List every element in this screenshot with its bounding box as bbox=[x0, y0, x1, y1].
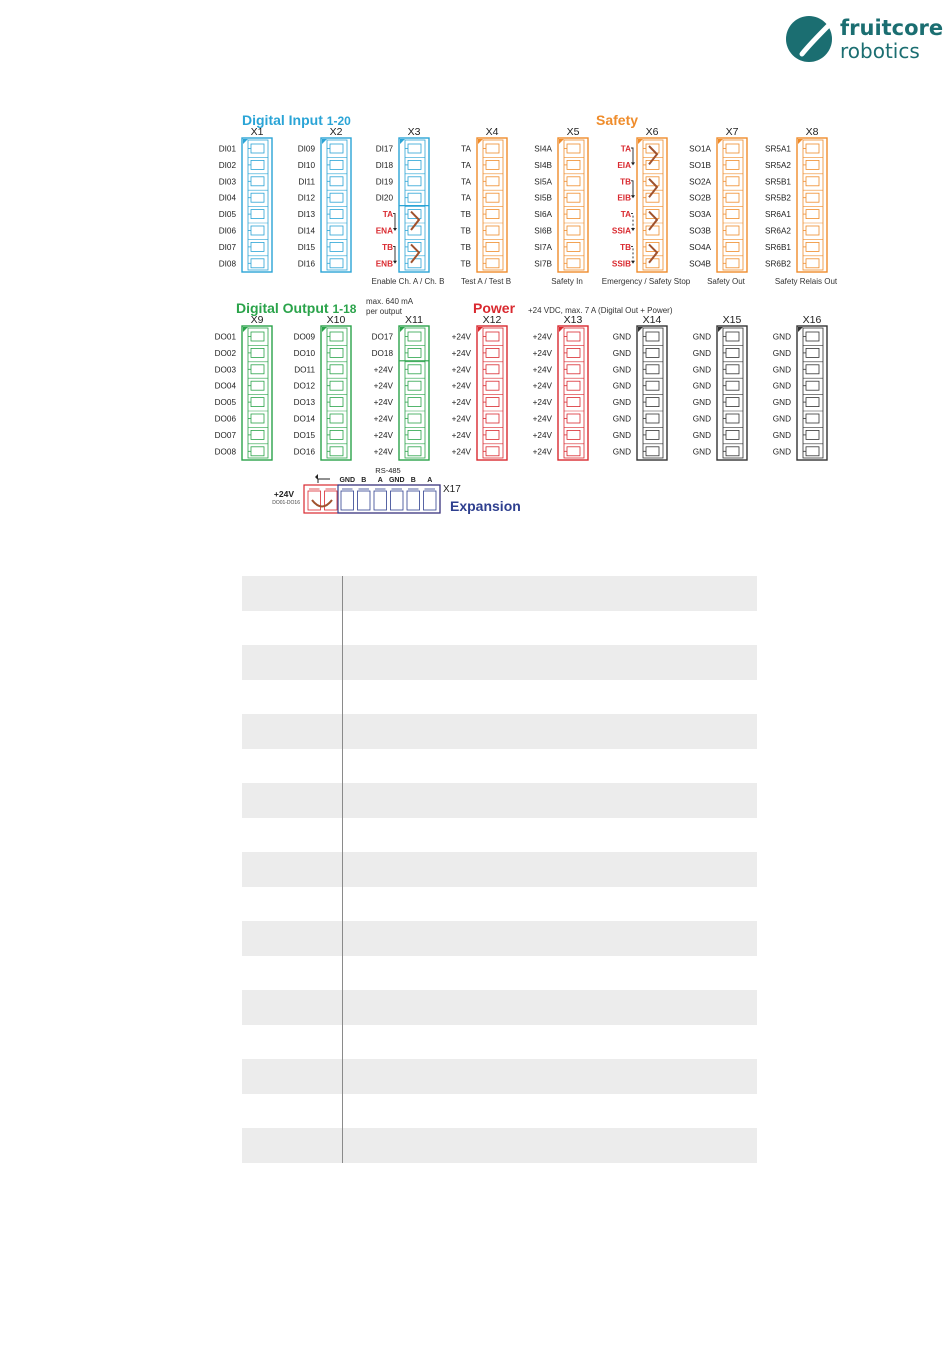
connector-x7 bbox=[689, 126, 747, 286]
pin-label: GND bbox=[772, 398, 791, 408]
pin-label: DI16 bbox=[297, 259, 315, 269]
x17-supply-label: +24V bbox=[273, 489, 294, 499]
connector-caption: Safety In bbox=[551, 277, 583, 286]
pin-label: +24V bbox=[373, 381, 393, 391]
pin-label: TB bbox=[460, 259, 471, 269]
connector-caption: Test A / Test B bbox=[460, 277, 512, 286]
table-cell bbox=[242, 1059, 343, 1094]
pin-label: SO2A bbox=[689, 177, 711, 187]
pin-label: DO11 bbox=[294, 365, 315, 375]
table-row bbox=[242, 749, 757, 784]
table-cell bbox=[343, 1059, 758, 1094]
x17-pin-label: GND bbox=[388, 477, 405, 484]
connector-housing bbox=[637, 326, 667, 460]
connector-x16 bbox=[773, 314, 827, 460]
pin-label: SO4B bbox=[689, 259, 711, 269]
x17-pin-label: B bbox=[410, 477, 416, 484]
table-row bbox=[242, 611, 757, 646]
pin-label: SI5A bbox=[534, 177, 552, 187]
pin-label: SI6B bbox=[534, 226, 552, 236]
pin-label: GND bbox=[612, 398, 631, 408]
table-cell bbox=[242, 576, 343, 611]
x17-expansion-connector bbox=[272, 466, 461, 513]
pin-label: SR5B1 bbox=[765, 177, 791, 187]
pin-label: DI02 bbox=[218, 160, 236, 170]
table-cell bbox=[343, 1094, 758, 1129]
pin-label: DO02 bbox=[214, 348, 236, 358]
pin-label: +24V bbox=[373, 398, 393, 408]
table-cell bbox=[343, 1128, 758, 1163]
jumper-arrow-icon bbox=[393, 228, 397, 231]
table-cell bbox=[242, 714, 343, 749]
pin-label: GND bbox=[692, 365, 711, 375]
safety-title: Safety bbox=[596, 112, 639, 128]
table-cell bbox=[242, 990, 343, 1025]
table-cell bbox=[242, 1025, 343, 1060]
connector-id-label: X2 bbox=[329, 126, 343, 138]
connector-id-label: X12 bbox=[482, 314, 502, 326]
pin-label: SI7B bbox=[534, 259, 552, 269]
table-cell bbox=[343, 645, 758, 680]
connector-x10 bbox=[294, 314, 351, 460]
table-cell bbox=[242, 783, 343, 818]
max-current-note-line2: per output bbox=[366, 307, 403, 316]
max-current-note-line1: max. 640 mA bbox=[366, 297, 414, 306]
connector-x12 bbox=[452, 314, 507, 460]
table-cell bbox=[242, 852, 343, 887]
pin-label: +24V bbox=[532, 365, 552, 375]
connector-caption: Safety Out bbox=[707, 277, 745, 286]
pin-label: DO16 bbox=[293, 447, 315, 457]
connector-x14 bbox=[613, 314, 667, 460]
pin-label: SO4A bbox=[689, 242, 711, 252]
table-cell bbox=[343, 990, 758, 1025]
connector-housing bbox=[797, 138, 827, 272]
pin-label: DI13 bbox=[297, 210, 315, 220]
x17-id-label: X17 bbox=[443, 484, 461, 495]
table-cell bbox=[242, 749, 343, 784]
pin-label: DO12 bbox=[293, 381, 315, 391]
pin-label: GND bbox=[612, 381, 631, 391]
pin-label: +24V bbox=[532, 332, 552, 342]
pin-label: +24V bbox=[451, 414, 471, 424]
table-row bbox=[242, 783, 757, 818]
connector-housing bbox=[477, 138, 507, 272]
x17-pin-label: GND bbox=[339, 477, 356, 484]
pin-label: TB bbox=[620, 177, 631, 187]
connector-x15 bbox=[693, 314, 747, 460]
pin-label: DO01 bbox=[214, 332, 236, 342]
legend-table bbox=[242, 576, 757, 1163]
pin-label: DO08 bbox=[214, 447, 236, 457]
connector-housing bbox=[242, 138, 272, 272]
table-cell bbox=[343, 852, 758, 887]
connector-housing bbox=[242, 326, 272, 460]
power-supply-note: +24 VDC, max. 7 A (Digital Out + Power) bbox=[528, 306, 673, 315]
pin-label: DO06 bbox=[214, 414, 236, 424]
pin-label: GND bbox=[612, 414, 631, 424]
connector-x2 bbox=[298, 126, 351, 272]
pin-label: GND bbox=[772, 381, 791, 391]
pin-label: +24V bbox=[532, 381, 552, 391]
table-cell bbox=[343, 749, 758, 784]
connector-housing bbox=[558, 326, 588, 460]
connector-x1 bbox=[219, 126, 272, 272]
pin-label: DI03 bbox=[218, 177, 236, 187]
table-cell bbox=[242, 956, 343, 991]
digital-input-title-text: Digital Input bbox=[242, 112, 323, 128]
table-cell bbox=[242, 818, 343, 853]
pinout-diagram bbox=[0, 0, 950, 560]
table-cell bbox=[343, 576, 758, 611]
pin-label: +24V bbox=[451, 398, 471, 408]
pin-label: SO3B bbox=[689, 226, 711, 236]
pin-label: TB bbox=[460, 226, 471, 236]
pin-label: +24V bbox=[373, 414, 393, 424]
pin-label: +24V bbox=[532, 447, 552, 457]
connector-id-label: X8 bbox=[805, 126, 819, 138]
pin-label: SR6A1 bbox=[765, 210, 791, 220]
pin-label: DO04 bbox=[214, 381, 236, 391]
pin-label: DI19 bbox=[375, 177, 393, 187]
table-cell bbox=[343, 714, 758, 749]
connectors-layer bbox=[215, 126, 838, 460]
jumper-arrow-icon bbox=[631, 261, 635, 264]
table-cell bbox=[242, 1128, 343, 1163]
pin-label: DI14 bbox=[297, 226, 315, 236]
pin-label: SI5B bbox=[534, 193, 552, 203]
table-cell bbox=[343, 921, 758, 956]
pin-label: DO07 bbox=[214, 430, 236, 440]
pin-label: GND bbox=[772, 365, 791, 375]
connector-id-label: X9 bbox=[250, 314, 264, 326]
pin-label: DI08 bbox=[218, 259, 236, 269]
table-cell bbox=[242, 611, 343, 646]
connector-x8 bbox=[765, 126, 838, 286]
pin-label: DO14 bbox=[293, 414, 315, 424]
pin-label: +24V bbox=[451, 381, 471, 391]
pin-label: DI15 bbox=[297, 242, 315, 252]
pin-label: DI09 bbox=[297, 144, 315, 154]
connector-housing bbox=[477, 326, 507, 460]
connector-id-label: X3 bbox=[407, 126, 421, 138]
pin-label: TB bbox=[620, 242, 631, 252]
digital-input-range: 1-20 bbox=[326, 114, 351, 128]
connector-housing bbox=[558, 138, 588, 272]
x17-pin-label: A bbox=[427, 477, 433, 484]
table-cell bbox=[343, 783, 758, 818]
table-cell bbox=[242, 645, 343, 680]
connector-id-label: X16 bbox=[802, 314, 822, 326]
pin-label: GND bbox=[612, 447, 631, 457]
pin-label: ENB bbox=[375, 259, 393, 269]
connector-id-label: X11 bbox=[405, 314, 423, 326]
pin-label: DO09 bbox=[293, 332, 315, 342]
connector-housing bbox=[399, 326, 429, 460]
table-cell bbox=[242, 921, 343, 956]
connector-x4 bbox=[461, 126, 512, 286]
pin-label: +24V bbox=[451, 348, 471, 358]
jumper-arrow-icon bbox=[631, 195, 635, 198]
connector-id-label: X13 bbox=[563, 314, 583, 326]
pin-label: TA bbox=[461, 160, 471, 170]
rs485-label: RS-485 bbox=[375, 466, 401, 475]
pin-label: DI12 bbox=[297, 193, 315, 203]
pin-label: DI07 bbox=[218, 242, 236, 252]
pin-label: SR6B1 bbox=[765, 242, 791, 252]
table-row bbox=[242, 1059, 757, 1094]
pin-label: DO03 bbox=[214, 365, 236, 375]
pin-label: TA bbox=[382, 210, 393, 220]
pin-label: SR5A1 bbox=[765, 144, 791, 154]
pin-label: SO1A bbox=[689, 144, 711, 154]
table-row bbox=[242, 921, 757, 956]
pin-label: DO05 bbox=[214, 398, 236, 408]
table-cell bbox=[343, 680, 758, 715]
table-row bbox=[242, 1094, 757, 1129]
pin-label: DI18 bbox=[375, 160, 393, 170]
pin-label: +24V bbox=[532, 398, 552, 408]
pin-label: +24V bbox=[451, 365, 471, 375]
pin-label: DI05 bbox=[218, 210, 236, 220]
connector-x3 bbox=[372, 126, 445, 286]
table-cell bbox=[343, 611, 758, 646]
pin-label: SR5B2 bbox=[765, 193, 791, 203]
pin-label: DI20 bbox=[375, 193, 393, 203]
pin-label: DI17 bbox=[375, 144, 393, 154]
pin-label: SSIB bbox=[611, 259, 631, 269]
connector-housing bbox=[321, 326, 351, 460]
pin-label: GND bbox=[612, 430, 631, 440]
pin-label: +24V bbox=[451, 430, 471, 440]
pin-label: GND bbox=[692, 348, 711, 358]
table-row bbox=[242, 818, 757, 853]
table-cell bbox=[242, 1094, 343, 1129]
pin-label: EIA bbox=[617, 160, 631, 170]
table-row bbox=[242, 576, 757, 611]
table-row bbox=[242, 956, 757, 991]
connector-housing bbox=[797, 326, 827, 460]
connector-caption: Emergency / Safety Stop bbox=[601, 277, 691, 286]
pin-label: TA bbox=[620, 144, 631, 154]
pin-label: GND bbox=[692, 430, 711, 440]
jumper-bracket bbox=[631, 148, 633, 164]
pin-label: DO17 bbox=[371, 332, 393, 342]
power-title: Power bbox=[473, 300, 516, 316]
pin-label: GND bbox=[772, 332, 791, 342]
expansion-title: Expansion bbox=[450, 498, 521, 514]
pin-label: GND bbox=[692, 447, 711, 457]
jumper-bracket bbox=[631, 246, 633, 262]
connector-caption: Enable Ch. A / Ch. B bbox=[371, 277, 445, 286]
legend-table-body bbox=[242, 576, 757, 1163]
pin-label: EIB bbox=[617, 193, 631, 203]
connector-housing bbox=[717, 138, 747, 272]
pin-label: DO18 bbox=[371, 348, 393, 358]
connector-x6 bbox=[602, 126, 691, 286]
pin-label: DI04 bbox=[218, 193, 236, 203]
pin-label: GND bbox=[612, 332, 631, 342]
table-row bbox=[242, 852, 757, 887]
pin-label: SO3A bbox=[689, 210, 711, 220]
connector-x9 bbox=[215, 314, 272, 460]
table-cell bbox=[242, 887, 343, 922]
table-row bbox=[242, 680, 757, 715]
pin-label: SR6B2 bbox=[765, 259, 791, 269]
pin-label: SR6A2 bbox=[765, 226, 791, 236]
digital-output-range: 1-18 bbox=[332, 302, 357, 316]
pin-label: GND bbox=[772, 348, 791, 358]
pin-label: +24V bbox=[373, 447, 393, 457]
pin-label: +24V bbox=[373, 430, 393, 440]
table-row bbox=[242, 990, 757, 1025]
pin-label: TB bbox=[460, 242, 471, 252]
pin-label: DI01 bbox=[218, 144, 236, 154]
jumper-bracket bbox=[393, 246, 395, 262]
logo-wordmark-top: fruitcore bbox=[840, 16, 944, 40]
pin-label: GND bbox=[772, 447, 791, 457]
pin-label: SI7A bbox=[534, 242, 552, 252]
table-cell bbox=[343, 1025, 758, 1060]
pin-label: +24V bbox=[373, 365, 393, 375]
pin-label: +24V bbox=[532, 430, 552, 440]
connector-x11 bbox=[372, 314, 429, 460]
x17-arrow-icon bbox=[315, 474, 318, 480]
x17-bracket bbox=[318, 479, 330, 483]
table-row bbox=[242, 1025, 757, 1060]
pin-label: SO1B bbox=[689, 160, 711, 170]
pin-label: DI10 bbox=[297, 160, 315, 170]
table-cell bbox=[343, 887, 758, 922]
pin-label: ENA bbox=[375, 226, 393, 236]
connector-id-label: X10 bbox=[326, 314, 346, 326]
table-cell bbox=[242, 680, 343, 715]
pin-label: SI6A bbox=[534, 210, 552, 220]
pin-label: DO15 bbox=[293, 430, 315, 440]
pin-label: TA bbox=[461, 144, 471, 154]
pin-label: DO10 bbox=[293, 348, 315, 358]
pin-label: +24V bbox=[532, 414, 552, 424]
pin-label: SSIA bbox=[611, 226, 631, 236]
pin-label: GND bbox=[692, 398, 711, 408]
connector-housing bbox=[321, 138, 351, 272]
pin-label: GND bbox=[612, 365, 631, 375]
pin-label: GND bbox=[772, 414, 791, 424]
x17-pin-label: A bbox=[377, 477, 383, 484]
pin-label: GND bbox=[772, 430, 791, 440]
pin-label: DO13 bbox=[293, 398, 315, 408]
pin-label: DI11 bbox=[298, 177, 315, 187]
pin-label: DI06 bbox=[218, 226, 236, 236]
table-row bbox=[242, 645, 757, 680]
connector-id-label: X6 bbox=[645, 126, 659, 138]
pin-label: TA bbox=[461, 177, 471, 187]
jumper-arrow-icon bbox=[631, 228, 635, 231]
jumper-arrow-icon bbox=[393, 261, 397, 264]
x17-pin-label: B bbox=[361, 477, 367, 484]
connector-id-label: X7 bbox=[725, 126, 739, 138]
pin-label: TA bbox=[461, 193, 471, 203]
pin-label: TA bbox=[620, 210, 631, 220]
connector-id-label: X1 bbox=[250, 126, 264, 138]
table-row bbox=[242, 887, 757, 922]
connector-id-label: X14 bbox=[642, 314, 662, 326]
table-row bbox=[242, 714, 757, 749]
pin-label: SR5A2 bbox=[765, 160, 791, 170]
connector-id-label: X15 bbox=[722, 314, 742, 326]
pin-label: GND bbox=[692, 381, 711, 391]
pin-label: SO2B bbox=[689, 193, 711, 203]
table-cell bbox=[343, 956, 758, 991]
pin-label: +24V bbox=[532, 348, 552, 358]
pin-label: TB bbox=[460, 210, 471, 220]
pin-label: +24V bbox=[451, 332, 471, 342]
pin-label: GND bbox=[612, 348, 631, 358]
digital-output-title-text: Digital Output bbox=[236, 300, 329, 316]
logo-wordmark-bottom: robotics bbox=[840, 39, 920, 63]
pin-label: GND bbox=[692, 414, 711, 424]
jumper-bracket bbox=[393, 214, 395, 230]
pin-label: SI4A bbox=[534, 144, 552, 154]
pin-label: SI4B bbox=[534, 160, 552, 170]
pin-label: TB bbox=[382, 242, 393, 252]
x17-supply-sub: DO01-DO16 bbox=[272, 500, 300, 506]
connector-housing bbox=[637, 138, 667, 272]
jumper-bracket bbox=[631, 214, 633, 230]
pin-label: +24V bbox=[451, 447, 471, 457]
table-row bbox=[242, 1128, 757, 1163]
connector-x13 bbox=[533, 314, 588, 460]
connector-id-label: X5 bbox=[566, 126, 580, 138]
pin-label: GND bbox=[692, 332, 711, 342]
connector-caption: Safety Relais Out bbox=[774, 277, 838, 286]
jumper-arrow-icon bbox=[631, 162, 635, 165]
connector-housing bbox=[717, 326, 747, 460]
connector-id-label: X4 bbox=[485, 126, 499, 138]
connector-x5 bbox=[534, 126, 588, 286]
jumper-bracket bbox=[631, 181, 633, 197]
table-cell bbox=[343, 818, 758, 853]
